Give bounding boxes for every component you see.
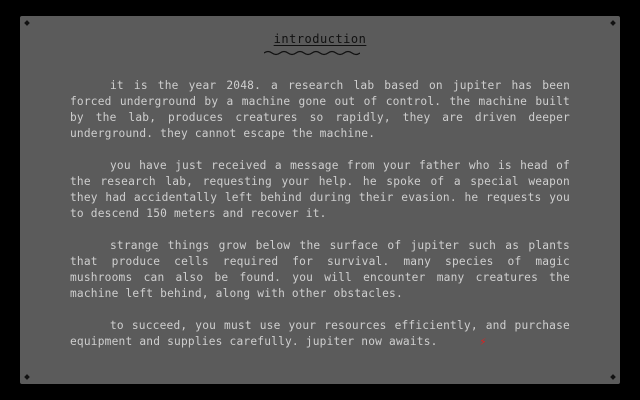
story-text — [70, 78, 570, 350]
corner-rivet-icon — [24, 20, 30, 26]
story-paragraph — [70, 318, 570, 350]
continue-cursor-icon[interactable]: ⚡ — [479, 335, 487, 348]
corner-rivet-icon — [610, 20, 616, 26]
story-paragraph: strange things grow below the surface of jupiter such as plants that produce cells required for survival. many species of magic mushrooms can also be found. you will encounter many creatures the machine left behind, along with other obstacles. — [70, 239, 570, 300]
title-squiggle-decoration — [264, 50, 360, 56]
page-title: introduction — [273, 32, 367, 46]
intro-panel — [20, 16, 620, 384]
story-paragraph: you have just received a message from your father who is head of the research lab, requesting your help. he spoke of a special weapon they had accidentally left behind during their evasion. he requests you to descend 150 meters and recover it. — [70, 159, 570, 220]
story-paragraph-text: to succeed, you must use your resources efficiently, and purchase equipment and supplies carefully. jupiter now awaits. — [70, 319, 570, 348]
corner-rivet-icon — [24, 374, 30, 380]
corner-rivet-icon — [610, 374, 616, 380]
story-paragraph: it is the year 2048. a research lab based on jupiter has been forced underground by a machine gone out of control. the machine built by the lab, produces creatures so rapidly, they are driven deeper underground. they cannot escape the machine. — [70, 79, 570, 140]
